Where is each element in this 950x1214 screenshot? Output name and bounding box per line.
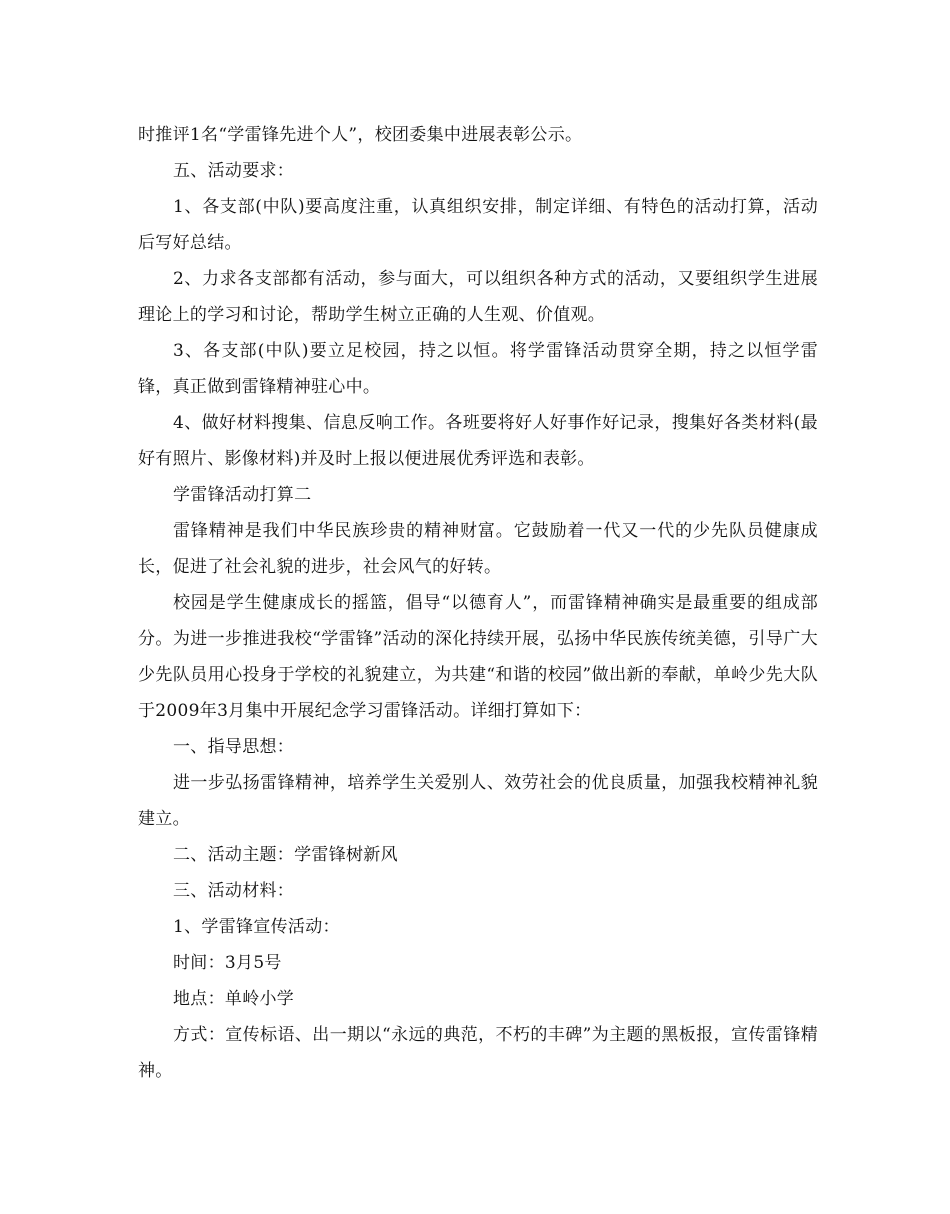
heading-guiding-ideology: 一、指导思想： [173,737,295,757]
heading-activity-theme: 二、活动主题：学雷锋树新风 [173,845,398,865]
material-item-1: 1、学雷锋宣传活动： [173,917,340,937]
section-title-plan-two: 学雷锋活动打算二 [173,485,312,505]
heading-activity-materials: 三、活动材料： [173,881,295,901]
guiding-ideology-text: 进一步弘扬雷锋精神，培养学生关爱别人、效劳社会的优良质量，加强我校精神礼貌建立。 [138,773,818,829]
requirement-item-2: 2、力求各支部都有活动，参与面大，可以组织各种方式的活动，又要组织学生进展理论上的学习和讨论，帮助学生树立正确的人生观、价值观。 [138,269,818,325]
requirement-item-1: 1、各支部(中队)要高度注重，认真组织安排，制定详细、有特色的活动打算，活动后写好总结。 [138,197,818,253]
activity-time: 时间：3月5号 [173,953,282,973]
activity-location: 地点：单岭小学 [173,989,295,1009]
background-paragraph: 校园是学生健康成长的摇篮，倡导“以德育人”，而雷锋精神确实是最重要的组成部分。为进一步推进我校“学雷锋”活动的深化持续开展，弘扬中华民族传统美德，引导广大少先队员用心投身于学校的礼貌建立，为共建“和谐的校园”做出新的奉献，单岭少先大队于2009年3月集中开展纪念学习雷锋活动。详细打算如下： [138,593,818,721]
requirement-item-4: 4、做好材料搜集、信息反响工作。各班要将好人好事作好记录，搜集好各类材料(最好有照片、影像材料)并及时上报以便进展优秀评选和表彰。 [138,413,818,469]
intro-paragraph: 雷锋精神是我们中华民族珍贵的精神财富。它鼓励着一代又一代的少先队员健康成长，促进了社会礼貌的进步，社会风气的好转。 [138,521,818,577]
activity-method: 方式：宣传标语、出一期以“永远的典范，不朽的丰碑”为主题的黑板报，宣传雷锋精神。 [138,1025,818,1081]
paragraph-continuation: 时推评1名“学雷锋先进个人”，校团委集中进展表彰公示。 [138,125,583,145]
document-body [138,117,818,1089]
heading-activity-requirements: 五、活动要求： [173,161,295,181]
requirement-item-3: 3、各支部(中队)要立足校园，持之以恒。将学雷锋活动贯穿全期，持之以恒学雷锋，真正做到雷锋精神驻心中。 [138,341,818,397]
